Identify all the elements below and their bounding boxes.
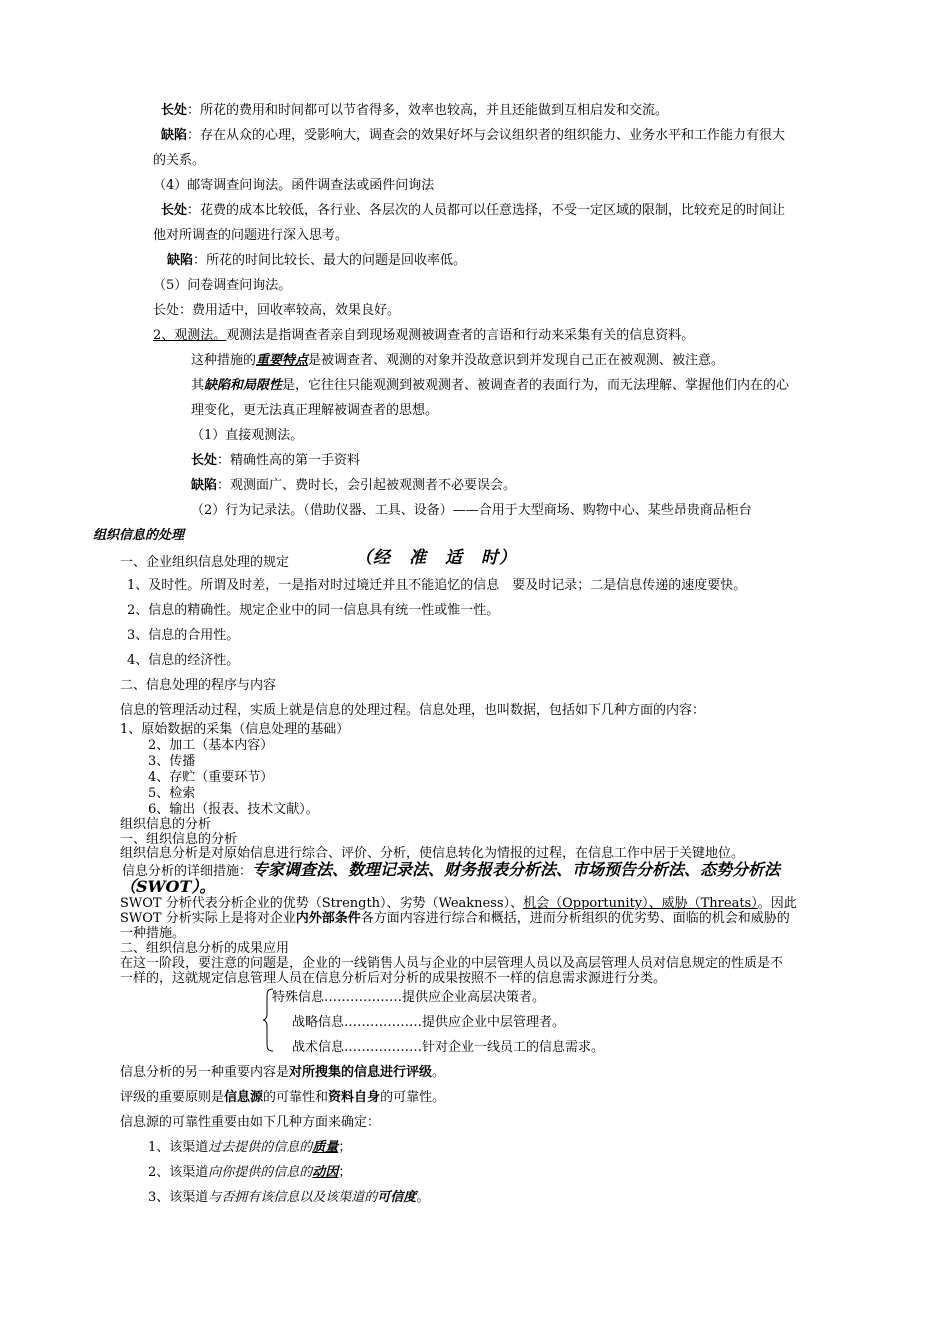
list-item-collection: 1、原始数据的采集（信息处理的基础） — [120, 722, 350, 737]
text: 是被调查者、观测的对象并没故意识到并发现自己正在被观测、被注意。 — [308, 353, 725, 368]
info-type-tactical: 战术信息………………针对企业一线员工的信息需求。 — [292, 1040, 605, 1055]
methods-list: 专家调查法、数理记录法、财务报表分析法、市场预告分析法、态势分析法 — [252, 860, 781, 879]
text: 的可靠性。 — [380, 1090, 446, 1105]
text: ：花费的成本比较低，各行业、各层次的人员都可以任意选择，不受一定区域的限制，比较充足的时间让 — [187, 203, 786, 218]
text-line: 的关系。 — [153, 153, 206, 168]
list-item-output: 6、输出（报表、技术文献）。 — [148, 802, 319, 817]
text-line: 一样的，这就规定信息管理人员在信息分析后对分析的成果按照不一样的信息需求源进行分类。 — [120, 971, 667, 986]
text: ：所花的时间比较长、最大的问题是回收率低。 — [193, 253, 467, 268]
text: 3、该渠道 — [148, 1190, 209, 1205]
paragraph-defect-meeting — [161, 127, 785, 144]
label-advantage: 长处 — [191, 453, 218, 468]
requirements-mnemonic: （经 准 适 时） — [355, 548, 517, 568]
paragraph-defect-direct — [191, 477, 516, 494]
text: ； — [338, 1165, 352, 1180]
paragraph-advantage-direct — [191, 452, 360, 469]
emphasis-source: 信息源 — [224, 1090, 264, 1105]
list-item-processing: 2、加工（基本内容） — [148, 738, 274, 753]
text-line: 他对所调查的问题进行深入思考。 — [153, 228, 349, 243]
label-defect: 缺陷 — [191, 478, 218, 493]
text: 评级的重要原则是 — [120, 1090, 225, 1105]
text: ：精确性高的第一手资料 — [217, 453, 361, 468]
text: 观测法是指调查者亲自到现场观测被调查者的言语和行动来采集有关的信息资料。 — [226, 328, 695, 343]
paragraph-swot-2 — [120, 911, 790, 926]
heading-procedure: 二、信息处理的程序与内容 — [120, 678, 277, 693]
list-item-timeliness: 1、及时性。所谓及时差，一是指对时过境迁并且不能追忆的信息 要及时记录；二是信息传递的速度要快。 — [127, 578, 747, 593]
list-item-retrieval: 5、检索 — [148, 786, 196, 801]
list-item-credibility — [148, 1189, 429, 1206]
list-item-storage: 4、存贮（重要环节） — [148, 770, 274, 785]
emphasis-quality: 质量 — [312, 1140, 339, 1155]
heading-analysis: 一、组织信息的分析 — [120, 832, 238, 847]
label-advantage: 长处 — [161, 103, 188, 118]
list-item-economy: 4、信息的经济性。 — [127, 653, 240, 668]
text-line: 一种措施。 — [120, 926, 186, 941]
heading-direct-observation: （1）直接观测法。 — [191, 428, 304, 443]
heading-observation — [153, 327, 694, 344]
text: 其 — [191, 378, 205, 393]
text-italic: 过去提供的信息的 — [208, 1140, 313, 1155]
section-title-processing: 组织信息的处理 — [93, 528, 185, 543]
paragraph-reliability: 信息源的可靠性重要由如下几种方面来确定： — [120, 1115, 381, 1130]
list-item-quality — [148, 1139, 351, 1156]
paragraph-feature — [191, 352, 724, 369]
heading-questionnaire: （5）问卷调查问询法。 — [153, 278, 292, 293]
info-type-strategic: 战略信息………………提供应企业中层管理者。 — [292, 1015, 566, 1030]
paragraph-advantage-mail — [161, 202, 785, 219]
info-type-special: 特殊信息………………提供应企业高层决策者。 — [272, 990, 546, 1005]
text: 2、该渠道 — [148, 1165, 209, 1180]
emphasis-material: 资料自身 — [328, 1090, 381, 1105]
text: 的可靠性和 — [263, 1090, 329, 1105]
text-italic: 与否拥有该信息以及该渠道的 — [208, 1190, 378, 1205]
swot-opportunity-threats: 机会（Opportunity）、威胁（Threats） — [523, 896, 758, 911]
text: 。 — [416, 1190, 430, 1205]
heading-mail-survey: （4）邮寄调查问询法。函件调查法或函件问询法 — [153, 178, 435, 193]
text: ：存在从众的心理，受影响大，调查会的效果好坏与会议组织者的组织能力、业务水平和工作能力有很大 — [187, 128, 786, 143]
label-defect: 缺陷 — [161, 128, 188, 143]
text: 信息分析的另一种重要内容是 — [120, 1065, 290, 1080]
observation-method-link: 2、观测法。 — [153, 328, 227, 343]
paragraph-results: 在这一阶段，要注意的问题是，企业的一线销售人员与企业的中层管理人员以及高层管理人员对信息规定的性质是不 — [120, 956, 784, 971]
text: 是，它往往只能观测到被观测者、被调查者的表面行为，而无法理解、掌握他们内在的心 — [282, 378, 790, 393]
text: ； — [338, 1140, 352, 1155]
paragraph-advantage-meeting — [161, 102, 668, 119]
text-line: 理变化，更无法真正理解被调查者的思想。 — [191, 403, 439, 418]
paragraph-limitation — [191, 377, 789, 394]
emphasis-rating: 对所搜集的信息进行评级 — [289, 1065, 433, 1080]
swot-label: （SWOT）。 — [120, 877, 216, 896]
text: 。 — [432, 1065, 446, 1080]
heading-analysis-results: 二、组织信息分析的成果应用 — [120, 941, 290, 956]
emphasis-feature: 重要特点 — [256, 353, 309, 368]
list-item-accuracy: 2、信息的精确性。规定企业中的同一信息具有统一性或惟一性。 — [127, 603, 500, 618]
text: 。因此 — [757, 896, 797, 911]
label-defect: 缺陷 — [167, 253, 194, 268]
text: 各方面内容进行综合和概括，进而分析组织的优劣势、面临的机会和威胁的 — [360, 911, 790, 926]
emphasis-limitation: 缺陷和局限性 — [204, 378, 283, 393]
emphasis-motive: 动因 — [312, 1165, 339, 1180]
emphasis-conditions: 内外部条件 — [295, 911, 361, 926]
list-item-motive — [148, 1164, 351, 1181]
text: ：观测面广、费时长，会引起被观测者不必要误会。 — [217, 478, 517, 493]
text: 信息分析的详细措施： — [122, 864, 253, 879]
paragraph-advantage-questionnaire: 长处：费用适中，回收率较高，效果良好。 — [153, 303, 401, 318]
paragraph-rating-principle — [120, 1089, 445, 1106]
heading-requirements: 一、企业组织信息处理的规定 — [120, 555, 290, 570]
paragraph-analysis-methods — [122, 861, 780, 881]
paragraph-rating — [120, 1064, 445, 1081]
label-advantage: 长处 — [161, 203, 188, 218]
section-title-analysis: 组织信息的分析 — [120, 817, 212, 832]
paragraph-defect-mail — [167, 252, 466, 269]
list-item-transmission: 3、传播 — [148, 754, 196, 769]
paragraph-procedure: 信息的管理活动过程，实质上就是信息的处理过程。信息处理，也叫数据，包括如下几种方面的内容： — [120, 703, 706, 718]
text-italic: 向你提供的信息的 — [208, 1165, 313, 1180]
text: SWOT 分析实际上是将对企业 — [120, 911, 296, 926]
text: ：所花的费用和时间都可以节省得多，效率也较高，并且还能做到互相启发和交流。 — [187, 103, 669, 118]
text: 1、该渠道 — [148, 1140, 209, 1155]
text: 这种措施的 — [191, 353, 257, 368]
paragraph-analysis-definition: 组织信息分析是对原始信息进行综合、评价、分析，使信息转化为情报的过程，在信息工作中居于关键地位。 — [120, 846, 745, 861]
paragraph-swot — [120, 896, 797, 911]
emphasis-credibility: 可信度 — [377, 1190, 417, 1205]
text: SWOT 分析代表分析企业的优势（Strength）、劣势（Weakness）、 — [120, 896, 524, 911]
heading-behavior-record: （2）行为记录法。（借助仪器、工具、设备）——合用于大型商场、购物中心、某些昂贵商品柜台 — [191, 503, 752, 518]
list-item-applicability: 3、信息的合用性。 — [127, 628, 240, 643]
